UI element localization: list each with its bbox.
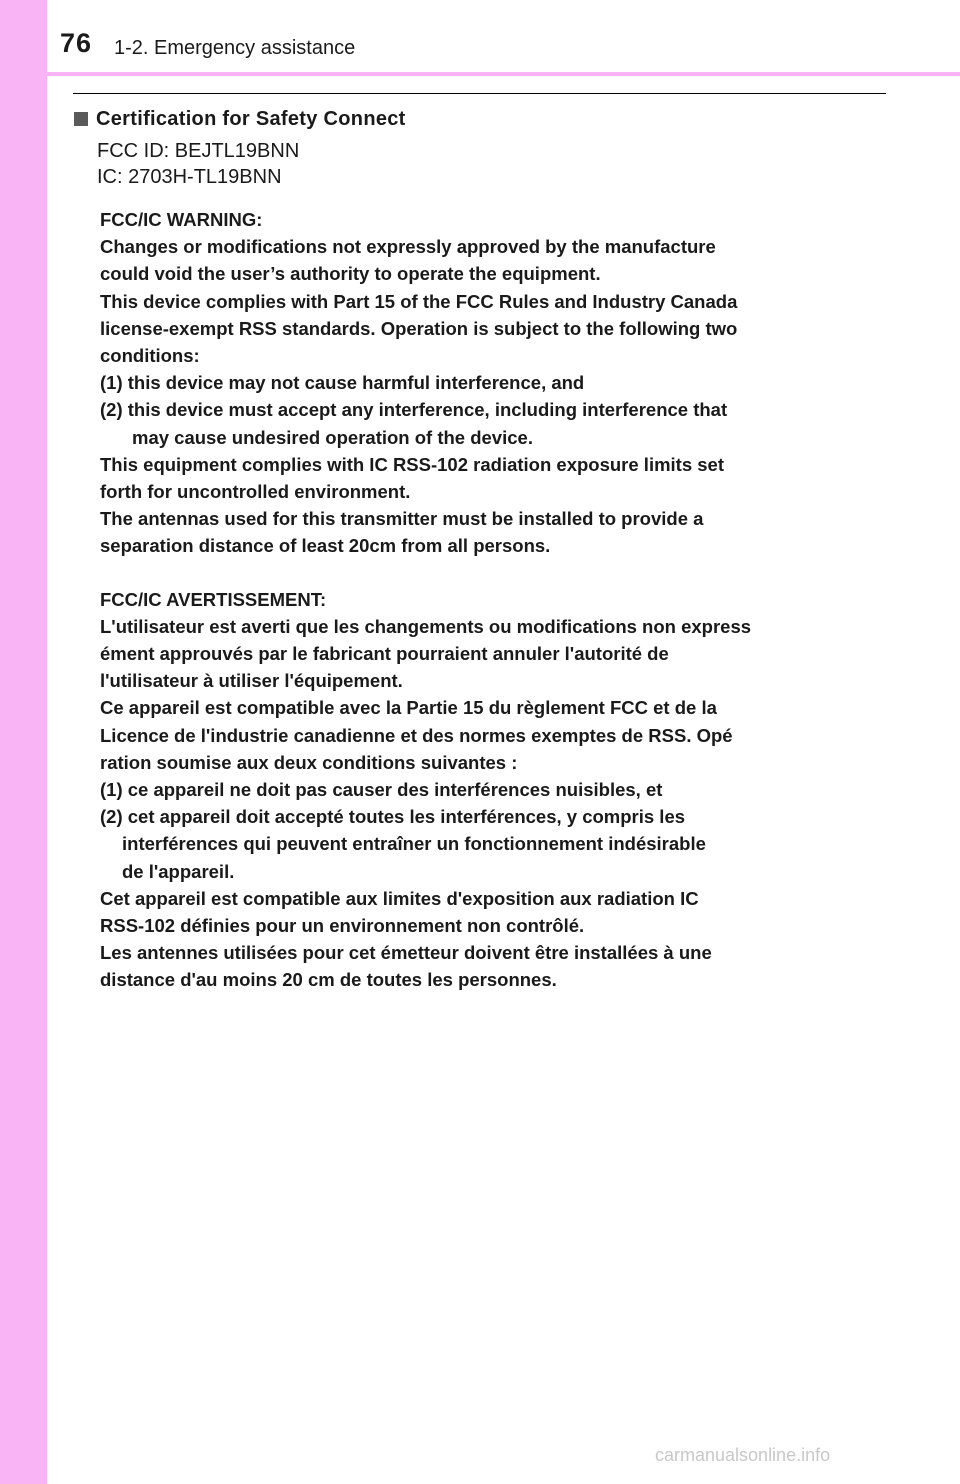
paragraph-gap [100, 560, 900, 586]
warning-en-line: separation distance of least 20cm from all persons. [100, 535, 551, 557]
warning-en-line: may cause undesired operation of the device. [132, 426, 533, 448]
sub-heading-text: Certification for Safety Connect [96, 108, 406, 130]
warning-fr-line: ément approuvés par le fabricant pourraient annuler l'autorité de [100, 643, 669, 665]
warning-fr-line: Licence de l'industrie canadienne et des normes exemptes de RSS. Opé [100, 724, 733, 746]
warning-fr-line: Les antennes utilisées pour cet émetteur doivent être installées à une [100, 942, 712, 964]
warning-fr-line: Cet appareil est compatible aux limites d'exposition aux radiation IC [100, 887, 699, 909]
warning-en-line: (1) this device may not cause harmful interference, and [100, 372, 585, 394]
warning-en-line: forth for uncontrolled environment. [100, 481, 411, 503]
warning-en-line: (2) this device must accept any interference, including interference that [100, 399, 728, 421]
warning-en-heading: FCC/IC WARNING: [100, 209, 263, 230]
square-bullet-icon [74, 112, 88, 126]
side-tab-band [0, 0, 47, 1484]
warning-notice [100, 206, 900, 994]
warning-fr-line: L'utilisateur est averti que les changements ou modifications non express [100, 615, 752, 637]
warning-fr-line: de l'appareil. [122, 860, 235, 882]
section-title: 1-2. Emergency assistance [114, 37, 356, 59]
warning-fr-line: distance d'au moins 20 cm de toutes les personnes. [100, 969, 557, 991]
page-number: 76 [60, 28, 93, 58]
warning-en-line: The antennas used for this transmitter must be installed to provide a [100, 508, 704, 530]
warning-fr-line: l'utilisateur à utiliser l'équipement. [100, 670, 403, 692]
divider-line [73, 93, 886, 94]
watermark: carmanualsonline.info [655, 1445, 831, 1465]
certification-ids [97, 138, 299, 190]
warning-fr-line: interférences qui peuvent entraîner un fonctionnement indésirable [122, 833, 706, 855]
warning-fr-line: (1) ce appareil ne doit pas causer des interférences nuisibles, et [100, 779, 663, 801]
warning-en-line: conditions: [100, 345, 200, 367]
warning-fr-line: Ce appareil est compatible avec la Partie 15 du règlement FCC et de la [100, 697, 717, 719]
warning-en-line: license-exempt RSS standards. Operation is subject to the following two [100, 317, 738, 339]
header-rule [47, 72, 960, 76]
warning-en-line: This equipment complies with IC RSS-102 radiation exposure limits set [100, 453, 725, 475]
sub-heading [74, 106, 406, 132]
ic-id-line: IC: 2703H-TL19BNN [97, 166, 282, 188]
warning-fr-line: (2) cet appareil doit accepté toutes les interférences, y compris les [100, 806, 686, 828]
fcc-id-line: FCC ID: BEJTL19BNN [97, 140, 300, 162]
warning-fr-line: ration soumise aux deux conditions suivantes : [100, 751, 518, 773]
warning-en-line: could void the user’s authority to operate the equipment. [100, 263, 601, 285]
warning-fr-heading: FCC/IC AVERTISSEMENT: [100, 588, 327, 610]
warning-en-line: This device complies with Part 15 of the FCC Rules and Industry Canada [100, 290, 738, 312]
warning-fr-line: RSS-102 définies pour un environnement non contrôlé. [100, 915, 585, 937]
warning-en-line: Changes or modifications not expressly approved by the manufacture [100, 236, 716, 258]
